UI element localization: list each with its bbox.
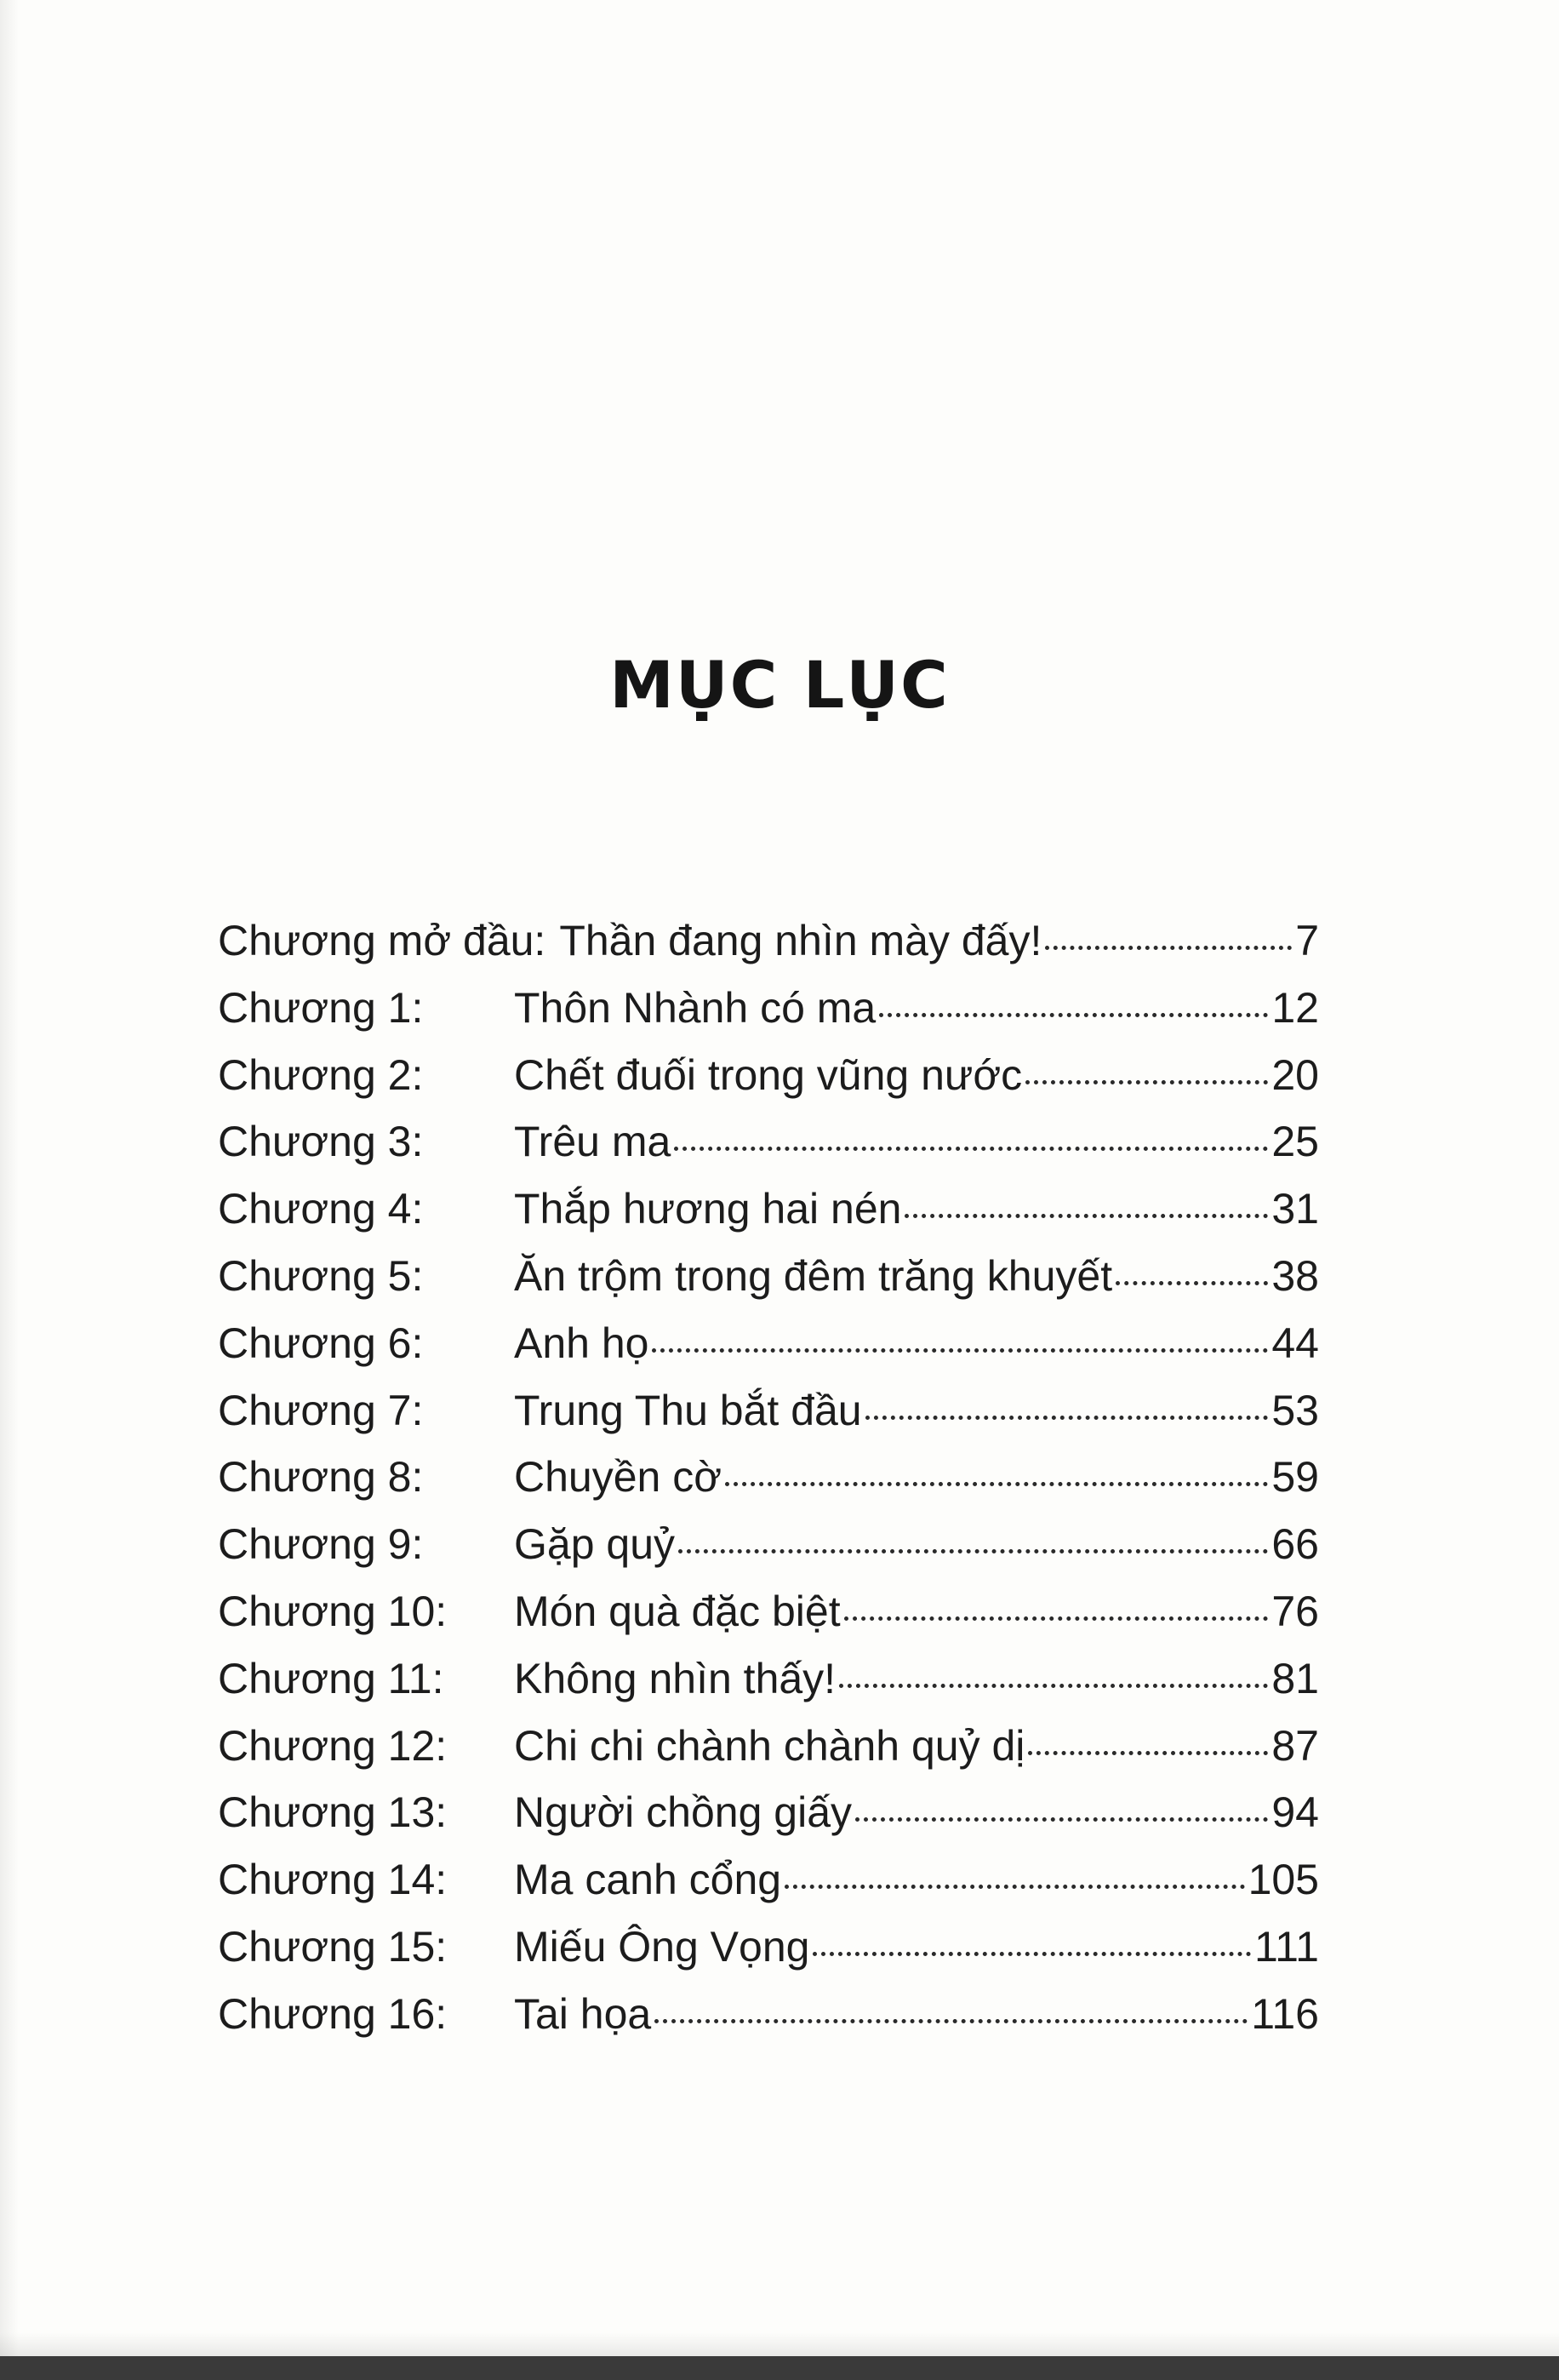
dot-leader xyxy=(652,1348,1268,1353)
toc-entry xyxy=(218,1721,1319,1788)
page-number: 12 xyxy=(1271,983,1319,1032)
chapter-label: Chương 6: xyxy=(218,1319,424,1367)
page-bottom-edge xyxy=(0,2332,1559,2356)
chapter-title: Miếu Ông Vọng xyxy=(514,1922,810,1971)
toc-entry xyxy=(218,1184,1319,1251)
page-title: MỤC LỤC xyxy=(609,647,950,723)
page-number: 105 xyxy=(1248,1856,1319,1904)
chapter-title: Gặp quỷ xyxy=(514,1520,676,1569)
chapter-label: Chương 8: xyxy=(218,1453,424,1502)
dot-leader xyxy=(785,1885,1244,1889)
toc-entry xyxy=(218,1855,1319,1922)
dot-leader xyxy=(905,1214,1268,1218)
dot-leader xyxy=(1045,946,1292,950)
chapter-title: Người chồng giấy xyxy=(514,1788,853,1837)
chapter-label: Chương 1: xyxy=(218,983,424,1032)
dot-leader xyxy=(1116,1281,1268,1285)
page-number: 53 xyxy=(1271,1386,1319,1434)
toc-entry xyxy=(218,1386,1319,1453)
chapter-label: Chương 5: xyxy=(218,1251,424,1300)
chapter-label: Chương 2: xyxy=(218,1050,424,1099)
page-number: 76 xyxy=(1271,1587,1319,1635)
page-number: 87 xyxy=(1271,1721,1319,1770)
toc-entry xyxy=(218,1050,1319,1118)
chapter-title: Trung Thu bắt đầu xyxy=(514,1386,862,1434)
toc-entry xyxy=(218,1654,1319,1721)
chapter-title: Chi chi chành chành quỷ dị xyxy=(514,1721,1025,1770)
dot-leader xyxy=(654,2019,1248,2023)
chapter-label: Chương mở đầu: xyxy=(218,917,546,964)
page-number: 81 xyxy=(1271,1654,1319,1702)
toc-entry xyxy=(218,1117,1319,1184)
chapter-label: Chương 3: xyxy=(218,1118,424,1166)
page-number: 31 xyxy=(1271,1185,1319,1233)
page-number: 7 xyxy=(1295,917,1319,964)
dot-leader xyxy=(839,1684,1268,1688)
toc-entry xyxy=(218,1922,1319,1989)
chapter-title: Chuyền cờ xyxy=(514,1453,722,1502)
dot-leader xyxy=(725,1482,1268,1486)
page-number: 66 xyxy=(1271,1520,1319,1569)
dot-leader xyxy=(674,1147,1268,1151)
page-number: 111 xyxy=(1253,1922,1319,1971)
toc-entry xyxy=(218,1452,1319,1519)
toc-entry-prologue xyxy=(218,916,1319,983)
dot-leader xyxy=(1028,1751,1268,1755)
page-number: 116 xyxy=(1251,1989,1319,2038)
chapter-title: Thần đang nhìn mày đấy! xyxy=(559,917,1042,964)
toc-entry xyxy=(218,1788,1319,1855)
page-number: 59 xyxy=(1271,1453,1319,1502)
chapter-title: Ma canh cổng xyxy=(514,1856,782,1904)
chapter-title: Thắp hương hai nén xyxy=(514,1185,902,1233)
chapter-label: Chương 11: xyxy=(218,1654,444,1702)
dot-leader xyxy=(1025,1080,1268,1084)
page-number: 25 xyxy=(1271,1118,1319,1166)
chapter-title: Anh họ xyxy=(514,1319,649,1367)
toc-entry xyxy=(218,1989,1319,2057)
dot-leader xyxy=(865,1416,1269,1420)
chapter-label: Chương 13: xyxy=(218,1788,448,1837)
chapter-label: Chương 4: xyxy=(218,1185,424,1233)
chapter-title: Món quà đặc biệt xyxy=(514,1587,841,1635)
chapter-label: Chương 10: xyxy=(218,1587,448,1635)
toc-entry xyxy=(218,1587,1319,1654)
chapter-title: Không nhìn thấy! xyxy=(514,1654,837,1702)
chapter-title: Thôn Nhành có ma xyxy=(514,983,877,1032)
page-number: 38 xyxy=(1271,1251,1319,1300)
page-number: 44 xyxy=(1271,1319,1319,1367)
dot-leader xyxy=(813,1952,1251,1956)
dot-leader xyxy=(678,1549,1268,1553)
chapter-label: Chương 9: xyxy=(218,1520,424,1569)
chapter-title: Tai họa xyxy=(514,1989,652,2038)
chapter-label: Chương 16: xyxy=(218,1989,448,2038)
toc-entry xyxy=(218,983,1319,1050)
chapter-label: Chương 15: xyxy=(218,1922,448,1971)
table-of-contents xyxy=(218,916,1319,2057)
chapter-label: Chương 7: xyxy=(218,1386,424,1434)
chapter-title: Trêu ma xyxy=(514,1118,671,1166)
spine-shadow xyxy=(0,0,19,2356)
dot-leader xyxy=(879,1013,1268,1017)
dot-leader xyxy=(855,1817,1268,1822)
toc-entry xyxy=(218,1251,1319,1319)
toc-entry xyxy=(218,1519,1319,1587)
page-number: 20 xyxy=(1271,1050,1319,1099)
toc-entry xyxy=(218,1319,1319,1386)
page-number: 94 xyxy=(1271,1788,1319,1837)
dot-leader xyxy=(844,1616,1269,1621)
chapter-title: Chết đuối trong vũng nước xyxy=(514,1050,1023,1099)
chapter-title: Ăn trộm trong đêm trăng khuyết xyxy=(514,1251,1113,1300)
chapter-label: Chương 14: xyxy=(218,1856,448,1904)
chapter-label: Chương 12: xyxy=(218,1721,448,1770)
